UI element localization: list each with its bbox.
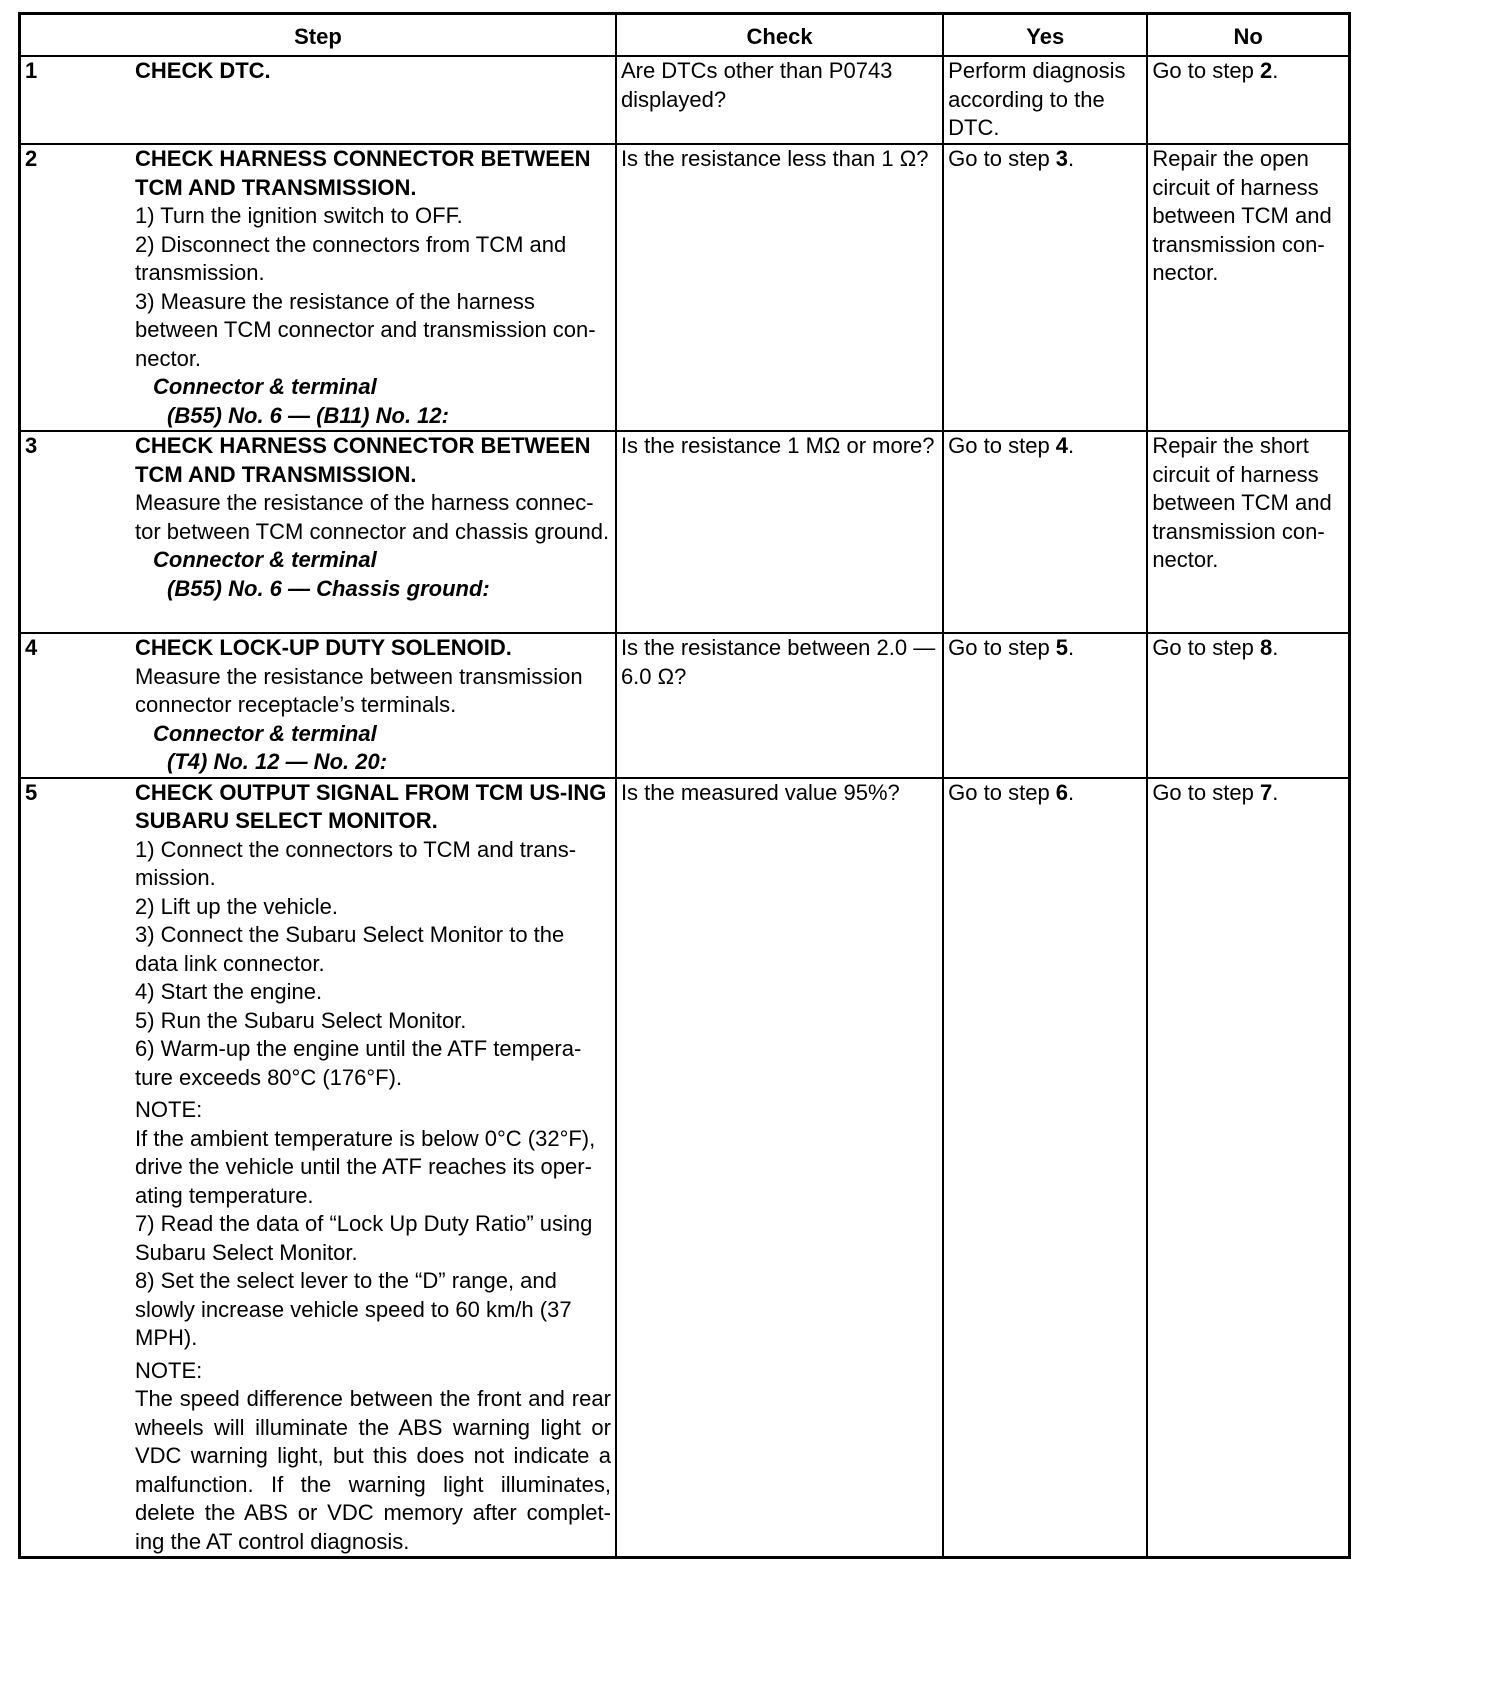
yes-step-ref: 4 — [1055, 433, 1069, 458]
step-instruction: 5) Run the Subaru Select Monitor. — [135, 1007, 467, 1033]
diagnostic-table — [18, 12, 1351, 1559]
step-number: 5 — [25, 779, 38, 805]
yes-suffix: . — [1068, 635, 1075, 660]
yes-cell — [943, 633, 1147, 778]
yes-text: Go to step — [948, 433, 1056, 458]
step-title: CHECK HARNESS CONNECTOR BETWEEN TCM AND TRANSMISSION. — [135, 433, 591, 487]
header-yes: Yes — [943, 14, 1147, 57]
step-instruction: 6) Warm-up the engine until the ATF tempera-ture exceeds 80°C (176°F). — [135, 1036, 582, 1090]
yes-cell — [943, 431, 1147, 633]
no-suffix: . — [1272, 58, 1279, 83]
yes-step-ref: 3 — [1055, 146, 1069, 171]
check-cell: Is the measured value 95%? — [616, 778, 943, 1558]
step-title: CHECK HARNESS CONNECTOR BETWEEN TCM AND TRANSMISSION. — [135, 146, 591, 200]
step-title: CHECK LOCK-UP DUTY SOLENOID. — [135, 635, 512, 660]
table-header-row — [20, 14, 1350, 57]
connector-label: Connector & terminal — [153, 547, 377, 572]
check-cell: Is the resistance 1 MΩ or more? — [616, 431, 943, 633]
connector-value: (T4) No. 12 — No. 20: — [167, 749, 388, 774]
connector-label: Connector & terminal — [153, 374, 377, 399]
step-instruction: 1) Turn the ignition switch to OFF. — [135, 203, 463, 228]
connector-label: Connector & terminal — [153, 720, 377, 746]
no-suffix: . — [1272, 779, 1279, 805]
yes-cell — [943, 778, 1147, 1558]
step-instruction: 2) Disconnect the connectors from TCM and transmission. — [135, 231, 567, 285]
no-cell — [1147, 633, 1349, 778]
step-number: 3 — [25, 433, 38, 458]
table-row — [20, 144, 1350, 431]
check-cell: Are DTCs other than P0743 displayed? — [616, 56, 943, 144]
yes-suffix: . — [1068, 433, 1075, 458]
step-instruction: 3) Connect the Subaru Select Monitor to the data link connector. — [135, 922, 565, 976]
note-label: NOTE: — [135, 1097, 203, 1122]
step-number: 4 — [25, 635, 38, 660]
step-instruction: Measure the resistance between transmission connector receptacle’s terminals. — [135, 663, 583, 717]
no-suffix: . — [1272, 635, 1279, 660]
yes-step-ref: 6 — [1055, 779, 1069, 805]
no-cell — [1147, 56, 1349, 144]
connector-value: (B55) No. 6 — Chassis ground: — [167, 575, 490, 601]
no-cell: Repair the short circuit of harness between TCM and transmission con-nector. — [1147, 431, 1349, 633]
step-cell — [20, 431, 616, 633]
step-instruction: 3) Measure the resistance of the harness between TCM connector and transmission con-nector. — [135, 288, 596, 371]
step-instruction: 2) Lift up the vehicle. — [135, 893, 339, 919]
no-text: Go to step — [1152, 779, 1260, 805]
step-instruction: 8) Set the select lever to the “D” range, and slowly increase vehicle speed to 60 km/h (37 MPH). — [135, 1268, 572, 1350]
check-cell: Is the resistance less than 1 Ω? — [616, 144, 943, 431]
step-cell — [20, 144, 616, 431]
yes-cell — [943, 144, 1147, 431]
yes-text: Go to step — [948, 635, 1056, 660]
no-step-ref: 8 — [1259, 635, 1273, 660]
step-cell — [20, 56, 616, 144]
step-number: 2 — [25, 146, 38, 171]
connector-value: (B55) No. 6 — (B11) No. 12: — [167, 402, 449, 428]
step-cell — [20, 778, 616, 1558]
yes-text: Go to step — [948, 146, 1056, 171]
table-row — [20, 56, 1350, 144]
header-check: Check — [616, 14, 943, 57]
step-instruction: Measure the resistance of the harness connec-tor between TCM connector and chassis ground. — [135, 490, 610, 544]
note-label: NOTE: — [135, 1357, 203, 1383]
step-instruction: 7) Read the data of “Lock Up Duty Ratio” using Subaru Select Monitor. — [135, 1211, 593, 1265]
diagnostic-page — [18, 12, 1374, 1559]
no-step-ref: 7 — [1259, 779, 1273, 805]
yes-text: Go to step — [948, 779, 1056, 805]
no-text: Go to step — [1152, 635, 1260, 660]
step-title: CHECK DTC. — [135, 58, 271, 83]
step-title: CHECK OUTPUT SIGNAL FROM TCM US-ING SUBARU SELECT MONITOR. — [135, 779, 607, 833]
check-cell: Is the resistance between 2.0 — 6.0 Ω? — [616, 633, 943, 778]
yes-suffix: . — [1068, 146, 1075, 171]
no-text: Go to step — [1152, 58, 1260, 83]
no-cell — [1147, 778, 1349, 1558]
table-row — [20, 778, 1350, 1558]
yes-cell: Perform diagnosis according to the DTC. — [943, 56, 1147, 144]
step-cell — [20, 633, 616, 778]
table-row — [20, 431, 1350, 633]
no-cell: Repair the open circuit of harness between TCM and transmission con-nector. — [1147, 144, 1349, 431]
step-instruction: 4) Start the engine. — [135, 979, 323, 1004]
step-number: 1 — [25, 58, 38, 83]
note-text: The speed difference between the front and rear wheels will illuminate the ABS warning light or VDC warning light, but this does not indicate a malfunction. If the warning light illuminates, delete the ABS or VDC memory after complet-ing the AT control diagnosis. — [135, 1386, 611, 1554]
yes-step-ref: 5 — [1055, 635, 1069, 660]
yes-suffix: . — [1068, 779, 1075, 805]
table-row — [20, 633, 1350, 778]
header-no: No — [1147, 14, 1349, 57]
header-step: Step — [20, 14, 616, 57]
no-step-ref: 2 — [1259, 58, 1273, 83]
note-text: If the ambient temperature is below 0°C (32°F), drive the vehicle until the ATF reaches its oper-ating temperature. — [135, 1125, 596, 1208]
step-instruction: 1) Connect the connectors to TCM and trans-mission. — [135, 836, 577, 890]
